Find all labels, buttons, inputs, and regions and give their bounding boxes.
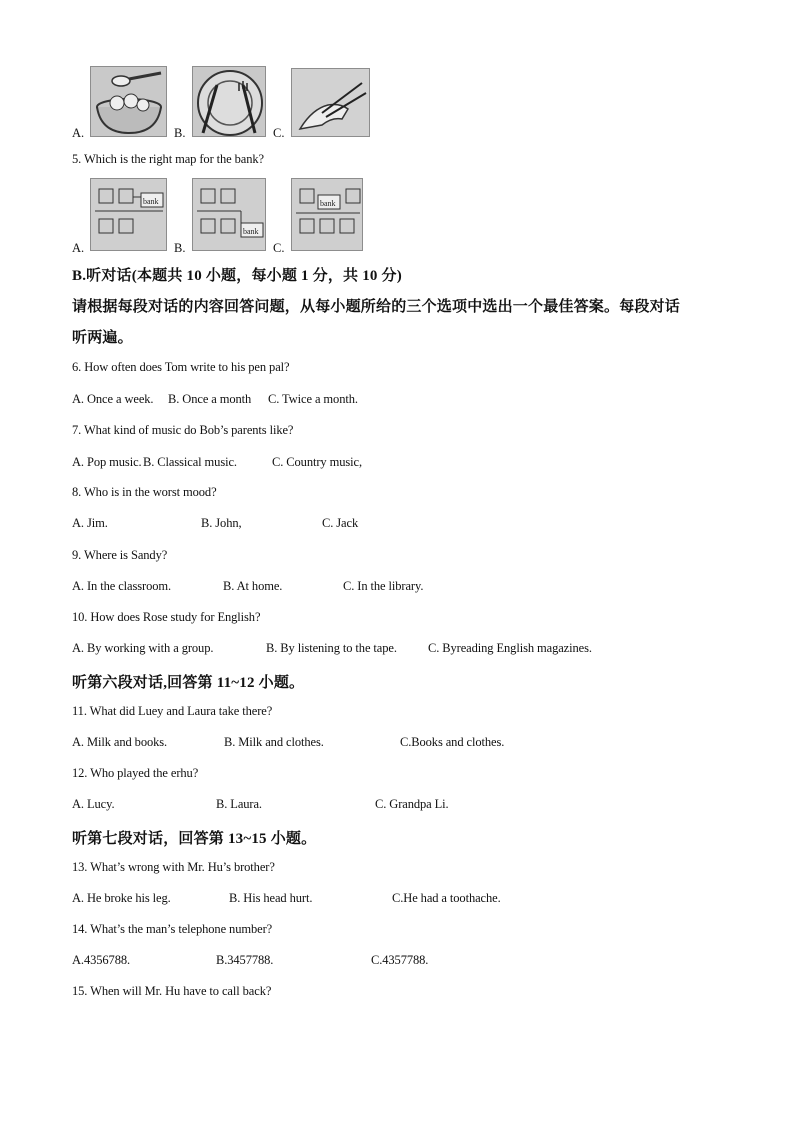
question-10: 10. How does Rose study for English?	[72, 610, 261, 624]
q9-option-a: A. In the classroom.	[72, 579, 172, 593]
map-b-bank-label: bank	[243, 227, 259, 236]
q4-option-a-label: A.	[72, 126, 85, 140]
q8-option-c: C. Jack	[322, 516, 359, 530]
q12-option-c: C. Grandpa Li.	[375, 797, 449, 811]
question-13: 13. What’s wrong with Mr. Hu’s brother?	[72, 860, 275, 874]
hand-with-chopsticks-icon	[291, 68, 370, 137]
q6-option-b: B. Once a month	[168, 392, 252, 406]
q10-option-b: B. By listening to the tape.	[266, 641, 397, 655]
bowl-and-spoon-icon	[90, 66, 167, 137]
q11-option-c: C.Books and clothes.	[400, 735, 505, 749]
q5-option-a-label: A.	[72, 241, 85, 255]
q12-option-b: B. Laura.	[216, 797, 262, 811]
q9-option-b: B. At home.	[223, 579, 283, 593]
q8-option-b: B. John,	[201, 516, 242, 530]
map-a-bank-label: bank	[143, 197, 159, 206]
map-c-image	[291, 178, 363, 251]
section-b-instruction-cont: 听两遍。	[72, 330, 133, 346]
section-b-title: B.听对话(本题共 10 小题，每小题 1 分，共 10 分)	[72, 268, 402, 284]
q6-option-c: C. Twice a month.	[268, 392, 358, 406]
q14-option-c: C.4357788.	[371, 953, 429, 967]
plate-knife-fork-icon	[192, 66, 266, 137]
section-b-instruction: 请根据每段对话的内容回答问题，从每小题所给的三个选项中选出一个最佳答案。每段对话	[72, 299, 681, 315]
dialogue-6-heading: 听第六段对话,回答第 11~12 小题。	[72, 675, 305, 691]
q14-option-a: A.4356788.	[72, 953, 131, 967]
q5-option-c-label: C.	[273, 241, 285, 255]
question-15: 15. When will Mr. Hu have to call back?	[72, 984, 272, 998]
question-11: 11. What did Luey and Laura take there?	[72, 704, 273, 718]
q12-option-a: A. Lucy.	[72, 797, 115, 811]
q4-option-c-label: C.	[273, 126, 285, 140]
q8-option-a: A. Jim.	[72, 516, 108, 530]
question-5: 5. Which is the right map for the bank?	[72, 152, 264, 166]
map-c-bank-label: bank	[320, 199, 336, 208]
q7-option-a: A. Pop music.	[72, 455, 142, 469]
q5-option-b-label: B.	[174, 241, 186, 255]
q7-option-c: C. Country music,	[272, 455, 362, 469]
dialogue-7-heading: 听第七段对话，回答第 13~15 小题。	[72, 831, 317, 847]
q13-option-b: B. His head hurt.	[229, 891, 313, 905]
question-14: 14. What’s the man’s telephone number?	[72, 922, 273, 936]
q7-option-b: B. Classical music.	[143, 455, 237, 469]
q13-option-c: C.He had a toothache.	[392, 891, 501, 905]
q4-option-b-label: B.	[174, 126, 186, 140]
question-8: 8. Who is in the worst mood?	[72, 485, 217, 499]
q13-option-a: A. He broke his leg.	[72, 891, 171, 905]
q10-option-a: A. By working with a group.	[72, 641, 214, 655]
map-b-image	[192, 178, 266, 251]
question-6: 6. How often does Tom write to his pen pal?	[72, 360, 290, 374]
q11-option-a: A. Milk and books.	[72, 735, 168, 749]
question-9: 9. Where is Sandy?	[72, 548, 168, 562]
question-7: 7. What kind of music do Bob’s parents like?	[72, 423, 294, 437]
q6-option-a: A. Once a week.	[72, 392, 154, 406]
q14-option-b: B.3457788.	[216, 953, 274, 967]
q9-option-c: C. In the library.	[343, 579, 424, 593]
q10-option-c: C. Byreading English magazines.	[428, 641, 592, 655]
question-12: 12. Who played the erhu?	[72, 766, 199, 780]
q11-option-b: B. Milk and clothes.	[224, 735, 324, 749]
map-a-image	[90, 178, 167, 251]
